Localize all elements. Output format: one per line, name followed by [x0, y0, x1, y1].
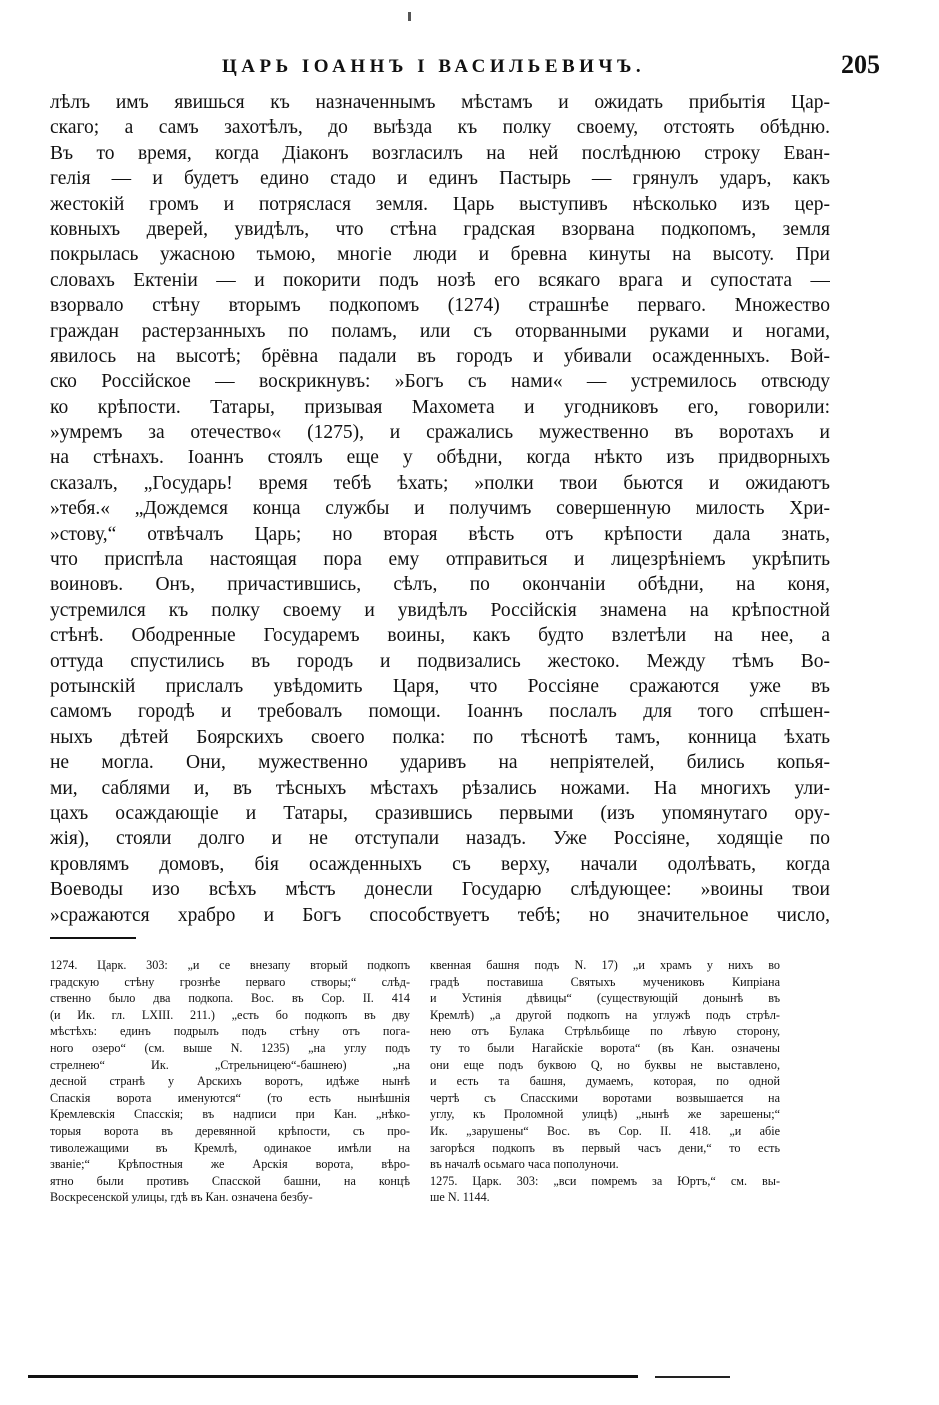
footnote-line: 1275. Царк. 303: „вси помремъ за Юртъ,“ см. вы-	[430, 1173, 780, 1188]
text-line: ко крѣпости. Татары, призывая Махомета и угодниковъ его, говорили:	[50, 396, 830, 418]
footnote-line: (и Ик. гл. LXIII. 211.) „есть бо подкопъ въ дву	[50, 1007, 410, 1022]
text-line: сказалъ, „Государь! время тебѣ ѣхать; »полки твои бьются и ожидаютъ	[50, 472, 830, 494]
text-line: на стѣнахъ. Іоаннъ стоялъ еще у обѣдни, когда нѣкто изъ придворныхъ	[50, 447, 830, 469]
text-line: »сражаются храбро и Богъ способствуетъ тебѣ; но значительное число,	[50, 904, 830, 926]
text-line: кровлямъ домовъ, бія осажденныхъ съ верху, начали одолѣвать, когда	[50, 853, 830, 875]
text-line: Воеводы изо всѣхъ мѣстъ донесли Государю слѣдующее: »воины твои	[50, 879, 830, 901]
footnote-line: ятно были противъ Спасской башни, на концѣ	[50, 1173, 410, 1188]
bottom-rule	[28, 1375, 638, 1378]
footnote-line: Воскресенской улицы, гдѣ въ Кан. означена безбу-	[50, 1190, 313, 1205]
bottom-rule-tail	[655, 1376, 730, 1378]
text-line: воиновъ. Онъ, причастившись, сѣлъ, по окончаніи обѣдни, на коня,	[50, 574, 830, 596]
text-line: ско Россійское — воскрикнувъ: »Богъ съ нами« — устремилось отвсюду	[50, 371, 830, 393]
text-line: стѣнѣ. Ободренные Государемъ воины, какъ будто взлетѣли на нее, а	[50, 625, 830, 647]
footnote-line: углу, къ Проломной улицѣ) „нынѣ же зарешены;“	[430, 1107, 780, 1122]
footnote-line: мѣстѣхъ: единъ подрылъ подъ стѣну отъ пога-	[50, 1024, 410, 1039]
text-line: »умремъ за отечество« (1275), и сражались мужественно въ воротахъ и	[50, 422, 830, 444]
text-line: покрылась ужасною тьмою, многіе люди и бревна кинуты на высоту. При	[50, 244, 830, 266]
footnote-line: въ началѣ осьмаго часа пополуночи.	[430, 1157, 619, 1172]
footnote-line: ту то были Нагайскіе ворота“ (въ Кан. означены	[430, 1040, 780, 1055]
footnote-line: торыя ворота въ деревянной крѣпости, съ про-	[50, 1123, 410, 1138]
scan-mark	[408, 12, 411, 21]
text-line: ротынскій прислалъ увѣдомить Царя, что Россіяне сражаются уже въ	[50, 675, 830, 697]
footnote-line: Спаскія ворота именуются“ (то есть нынѣшнія	[50, 1090, 410, 1105]
footnote-rule	[50, 937, 136, 939]
text-line: цахъ осаждающіе и Татары, сразившись первыми (изъ упомянутаго ору-	[50, 802, 830, 824]
footnote-line: десной странѣ у Арскихъ воротъ, идѣже нынѣ	[50, 1074, 410, 1089]
text-line: оттуда спустились въ городъ и подвизались жестоко. Между тѣмъ Во-	[50, 650, 830, 672]
footnote-line: они еще подъ буквою Q, но буквы не выставлено,	[430, 1057, 780, 1072]
text-line: граждан растерзанныхъ по поламъ, или съ оторванными руками и ногами,	[50, 320, 830, 342]
footnote-line: званіе;“ Крѣпостныя же Арскія ворота, вѣро-	[50, 1157, 410, 1172]
footnote-line: и Устинія дѣвицы“ (существующій донынѣ въ	[430, 991, 780, 1006]
footnote-line: 1274. Царк. 303: „и се внезапу вторый подкопъ	[50, 958, 410, 972]
text-line: жестокій громъ и потряслася земля. Царь выступивъ нѣсколько изъ цер-	[50, 193, 830, 215]
footnote-line: стрелнею“ Ик. „Стрельницею“-башнею) „на	[50, 1057, 410, 1072]
running-head	[50, 44, 880, 84]
text-line: явилось на высотѣ; брёвна падали въ городъ и убивали осажденныхъ. Вой-	[50, 345, 830, 367]
text-line: гелія — и будетъ едино стадо и единъ Пастырь — грянулъ ударъ, какъ	[50, 168, 830, 190]
text-line: Въ то время, когда Діаконъ возгласилъ на ней послѣднюю строку Еван-	[50, 142, 830, 164]
footnote-line: ного озеро“ (см. выше N. 1235) „на углу подъ	[50, 1040, 410, 1055]
text-line: не могла. Они, мужественно ударивъ на непріятелей, бились копья-	[50, 752, 830, 774]
text-line: »стову,“ отвѣчалъ Царь; но вторая вѣсть отъ крѣпости дала знать,	[50, 523, 830, 545]
running-title: ЦАРЬ ІОАННЪ І ВАСИЛЬЕВИЧЪ.	[222, 56, 646, 77]
text-line: что приспѣла настоящая пора ему отправиться и лицезрѣніемъ укрѣпить	[50, 549, 830, 571]
footnote-line: Кремлевскія Спасскія; въ надписи при Кан. „нѣко-	[50, 1107, 410, 1122]
footnote-line: квенная башня подъ N. 17) „и храмъ у нихъ во	[430, 958, 780, 972]
footnote-line: тиволежащими въ Кремлѣ, одинакое имѣли на	[50, 1140, 410, 1155]
text-line: ми, саблями и, въ тѣсныхъ мѣстахъ рѣзались ножами. На многихъ ули-	[50, 777, 830, 799]
footnote-line: ственно было два подкопа. Вос. въ Сор. II. 414	[50, 991, 410, 1006]
footnote-line: нею отъ Булака Стрѣльбище по лѣвую сторону,	[430, 1024, 780, 1039]
text-line: жія), стояли долго и не отступали назадъ. Уже Россіяне, ходящіе по	[50, 828, 830, 850]
footnote-line: загорѣся подкопъ въ первый часъ дени,“ то есть	[430, 1140, 780, 1155]
footnote-line: градѣ поставиша Святыхъ мучениковъ Кипріана	[430, 974, 780, 989]
text-line: скаго; а самъ захотѣлъ, до выѣзда къ полку своему, отстоять обѣдню.	[50, 117, 830, 139]
text-line: »тебя.« „Дождемся конца службы и получимъ совершенную милость Хри-	[50, 498, 830, 520]
text-line: лѣлъ имъ явишься къ назначеннымъ мѣстамъ и ожидать прибытія Цар-	[50, 92, 830, 113]
text-line: взорвало стѣну вторымъ подкопомъ (1274) страшнѣе перваго. Множество	[50, 295, 830, 317]
text-line: устремился къ полку своему и увидѣлъ Россійскія знамена на крѣпостной	[50, 599, 830, 621]
text-line: самомъ городѣ и требовалъ помощи. Іоаннъ послалъ для того спѣшен-	[50, 701, 830, 723]
main-text	[50, 90, 830, 928]
footnote-column-left	[50, 957, 410, 1206]
footnote-line: и есть та башня, думаемъ, которая, по одной	[430, 1074, 780, 1089]
text-line: ныхъ дѣтей Боярскихъ своего полка: по тѣснотѣ тамъ, конница ѣхать	[50, 726, 830, 748]
footnote-column-right	[430, 957, 780, 1206]
footnote-line: Ик. „зарушены“ Вос. въ Сор. II. 418. „и абіе	[430, 1123, 780, 1138]
footnote-line: градскую стѣну грознѣе перваго створы;“ слѣд-	[50, 974, 410, 989]
page-number: 205	[841, 50, 880, 79]
footnote-line: чертѣ съ Спасскими воротами возвышается на	[430, 1090, 780, 1105]
text-line: словахъ Ектеніи — и покорити подъ нозѣ его всякаго врага и супостата —	[50, 269, 830, 291]
footnote-line: Кремлѣ) „а другой подкопъ на углужѣ подъ стрѣл-	[430, 1007, 780, 1022]
text-line: ковныхъ дверей, увидѣлъ, что стѣна градская взорвана подкопомъ, земля	[50, 218, 830, 240]
footnote-line: ше N. 1144.	[430, 1190, 490, 1205]
